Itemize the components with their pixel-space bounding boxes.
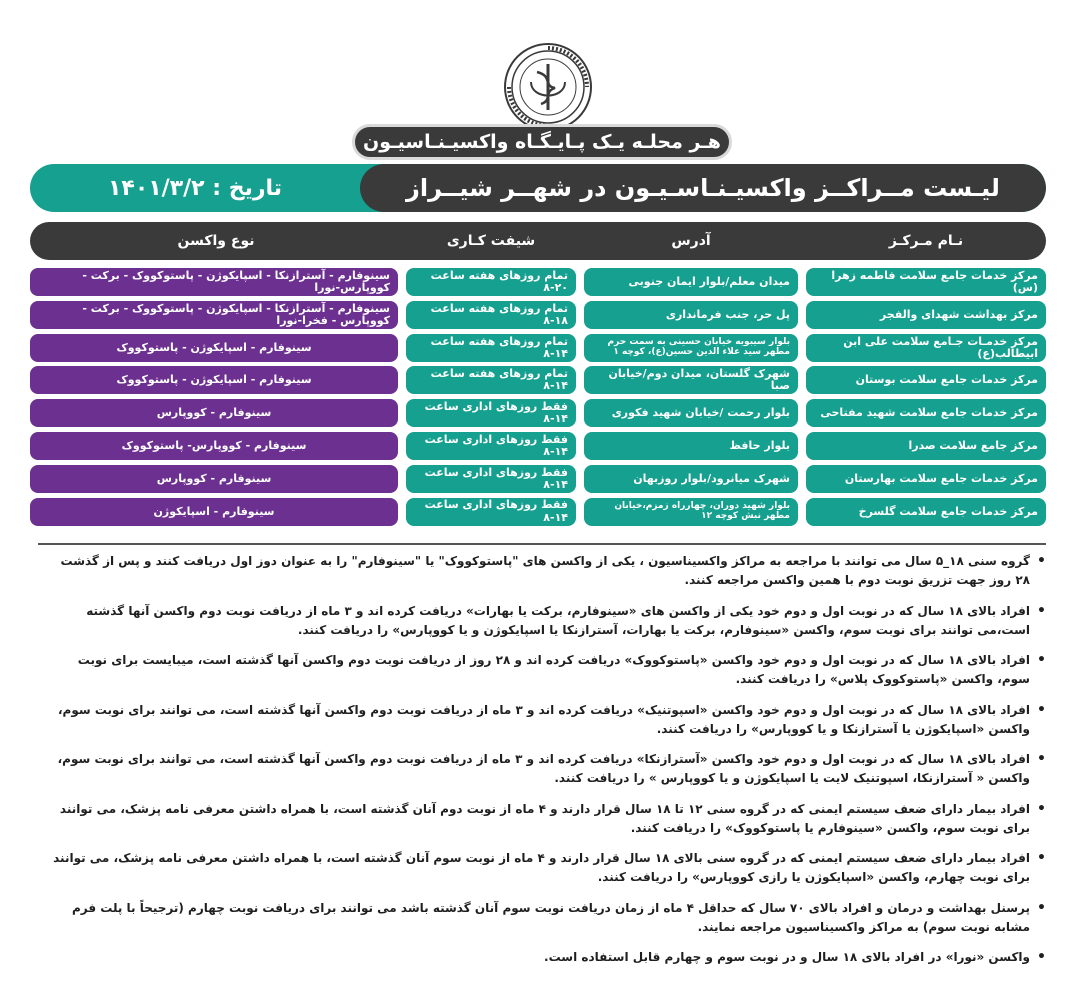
header-shift: شیفت کـاری bbox=[446, 233, 536, 249]
center-shift: تمام روزهای هفته ساعت ۱۴-۸ bbox=[406, 334, 576, 362]
ministry-of-health-seal-icon bbox=[503, 42, 593, 132]
centers-table bbox=[30, 268, 1046, 530]
center-name: مرکز خدمات جامع سلامت بوستان bbox=[806, 366, 1046, 394]
list-item: • افراد بالای ۱۸ سال که در نوبت اول و دوم خود واکسن «پاستوکووک» دریافت کرده اند و ۲۸ روز از دریافت نوبت دوم واکسن آنها گذشته است، میبایست برای نوبت سوم، واکسن «پاستوکووک پلاس» را دریافت کنند. bbox=[50, 651, 1046, 689]
center-name: مرکز خدمات جامع سلامت گلسرخ bbox=[806, 498, 1046, 526]
table-row bbox=[30, 301, 1046, 329]
date-label: تاریخ : ۱۴۰۱/۳/۲ bbox=[107, 175, 283, 201]
center-shift: فقط روزهای اداری ساعت ۱۴-۸ bbox=[406, 399, 576, 427]
list-item: • افراد بالای ۱۸ سال که در نوبت اول و دوم خود یکی از واکسن های «سینوفارم، برکت یا بهارات» دریافت کرده اند و ۳ ماه از دریافت نوبت دوم واکسن آنها گذشته است،می توانند برای نوبت سوم، واکسن «سینوفارم، برکت یا بهارات، آسترازنکا یا اسپایکوژن و یا کووپارس» را دریافت کنند. bbox=[50, 602, 1046, 640]
center-vaccines: سینوفارم - آسترازنکا - اسپایکوژن - پاستوکووک - برکت - کووپارس - فخرا-نورا bbox=[30, 301, 398, 329]
center-vaccines: سینوفارم - کووپارس bbox=[30, 399, 398, 427]
center-address: بلوار شهید دوران، چهارراه زمزم،خیابان مطهر نبش کوچه ۱۲ bbox=[584, 498, 798, 526]
slogan-banner: هـر محلـه یـک پـایـگـاه واکسیـنـاسیـون bbox=[352, 124, 732, 160]
center-vaccines: سینوفارم - کووپارس bbox=[30, 465, 398, 493]
table-row bbox=[30, 399, 1046, 427]
table-row bbox=[30, 268, 1046, 296]
center-name: مرکز جامع سلامت صدرا bbox=[806, 432, 1046, 460]
header-center-name: نـام مـرکـز bbox=[888, 233, 964, 249]
list-item: • افراد بالای ۱۸ سال که در نوبت اول و دوم خود واکسن «آسترازنکا» دریافت کرده اند و ۳ ماه از دریافت نوبت دوم واکسن آنها گذشته است، می توانند برای نوبت سوم، واکسن « آسترازنکا، اسپوتنیک لایت یا اسپایکوژن و یا کووپارس » را دریافت کنند. bbox=[50, 750, 1046, 788]
list-item: • واکسن «نورا» در افراد بالای ۱۸ سال و در نوبت سوم و چهارم قابل استفاده است. bbox=[50, 948, 1046, 967]
notes-list bbox=[50, 552, 1046, 979]
list-item: • افراد بالای ۱۸ سال که در نوبت اول و دوم خود واکسن «اسپوتنیک» دریافت کرده اند و ۳ ماه از دریافت نوبت دوم واکسن آنها گذشته است، می توانند برای نوبت سوم، واکسن «اسپایکوژن یا آسترازنکا و یا کووپارس» را دریافت کنند. bbox=[50, 701, 1046, 739]
table-row bbox=[30, 465, 1046, 493]
center-vaccines: سینوفارم - اسپایکوژن - پاستوکووک bbox=[30, 366, 398, 394]
center-name: مرکز خدمات جامع سلامت فاطمه زهرا (س) bbox=[806, 268, 1046, 296]
table-header bbox=[30, 222, 1046, 260]
center-shift: تمام روزهای هفته ساعت ۱۴-۸ bbox=[406, 366, 576, 394]
center-address: بلوار سیبویه خیابان حسینی به سمت حرم مطهر سید علاء الدین حسین(ع)، کوچه ۱ bbox=[584, 334, 798, 362]
center-address: شهرک میانرود/بلوار روزبهان bbox=[584, 465, 798, 493]
list-item: • افراد بیمار دارای ضعف سیستم ایمنی که در گروه سنی بالای ۱۸ سال قرار دارند و ۴ ماه از نوبت سوم آنان گذشته است، با همراه داشتن معرفی نامه پزشک، می توانند برای نوبت چهارم، واکسن «اسپایکوژن یا رازی کووپارس» را دریافت کنند. bbox=[50, 849, 1046, 887]
center-vaccines: سینوفارم - اسپایکوژن bbox=[30, 498, 398, 526]
title-bar bbox=[30, 164, 1046, 212]
list-item: • پرسنل بهداشت و درمان و افراد بالای ۷۰ سال که حداقل ۴ ماه از زمان دریافت نوبت سوم آنان گذشته باشد می توانند برای دریافت نوبت چهارم (ترجیحاً با پلت فرم مشابه نوبت سوم) به مراکز واکسیناسیون مراجعه نمایند. bbox=[50, 899, 1046, 937]
list-item: • گروه سنی ۱۸_۵ سال می توانند با مراجعه به مراکز واکسیناسیون ، یکی از واکسن های "پاستوکووک" یا "سینوفارم" را به عنوان دوز اول دریافت کنند و پس از گذشت ۲۸ روز جهت تزریق نوبت دوم با همین واکسن مراجعه کنند. bbox=[50, 552, 1046, 590]
center-address: بلوار حافظ bbox=[584, 432, 798, 460]
center-shift: تمام روزهای هفته ساعت ۲۰-۸ bbox=[406, 268, 576, 296]
section-divider bbox=[38, 543, 1046, 545]
list-item: • افراد بیمار دارای ضعف سیستم ایمنی که در گروه سنی ۱۲ تا ۱۸ سال قرار دارند و ۴ ماه از نوبت دوم آنان گذشته است، با همراه داشتن معرفی نامه پزشک، می توانند برای نوبت سوم، واکسن «سینوفارم یا پاستوکووک» را دریافت کنند. bbox=[50, 800, 1046, 838]
table-row bbox=[30, 334, 1046, 362]
center-name: مرکز خدمات جامع سلامت شهید مفتاحی bbox=[806, 399, 1046, 427]
center-address: بلوار رحمت /خیابان شهید فکوری bbox=[584, 399, 798, 427]
center-vaccines: سینوفارم - آسترازنکا - اسپایکوژن - پاستوکووک - برکت - کووپارس-نورا bbox=[30, 268, 398, 296]
center-address: میدان معلم/بلوار ایمان جنوبی bbox=[584, 268, 798, 296]
header-vaccine-type: نوع واکسن bbox=[177, 233, 255, 249]
table-row bbox=[30, 432, 1046, 460]
center-name: مرکز بهداشت شهدای والفجر bbox=[806, 301, 1046, 329]
center-vaccines: سینوفارم - اسپایکوژن - پاستوکووک bbox=[30, 334, 398, 362]
page-title: لیـست مــراکــز واکسیـنـاسـیـون در شهــر شیــراز bbox=[360, 164, 1046, 212]
table-row bbox=[30, 366, 1046, 394]
header-address: آدرس bbox=[671, 233, 711, 249]
center-shift: فقط روزهای اداری ساعت ۱۴-۸ bbox=[406, 465, 576, 493]
center-shift: تمام روزهای هفته ساعت ۱۸-۸ bbox=[406, 301, 576, 329]
center-shift: فقط روزهای اداری ساعت ۱۴-۸ bbox=[406, 498, 576, 526]
center-address: شهرک گلستان، میدان دوم/خیابان صبا bbox=[584, 366, 798, 394]
table-row bbox=[30, 498, 1046, 526]
center-address: پل حر، جنب فرمانداری bbox=[584, 301, 798, 329]
center-shift: فقط روزهای اداری ساعت ۱۴-۸ bbox=[406, 432, 576, 460]
center-name: مرکز خدمات جامع سلامت بهارستان bbox=[806, 465, 1046, 493]
center-name: مرکز خدمـات جـامع سلامت علی ابن ابیطالب(ع) bbox=[806, 334, 1046, 362]
center-vaccines: سینوفارم - کووپارس- پاستوکووک bbox=[30, 432, 398, 460]
